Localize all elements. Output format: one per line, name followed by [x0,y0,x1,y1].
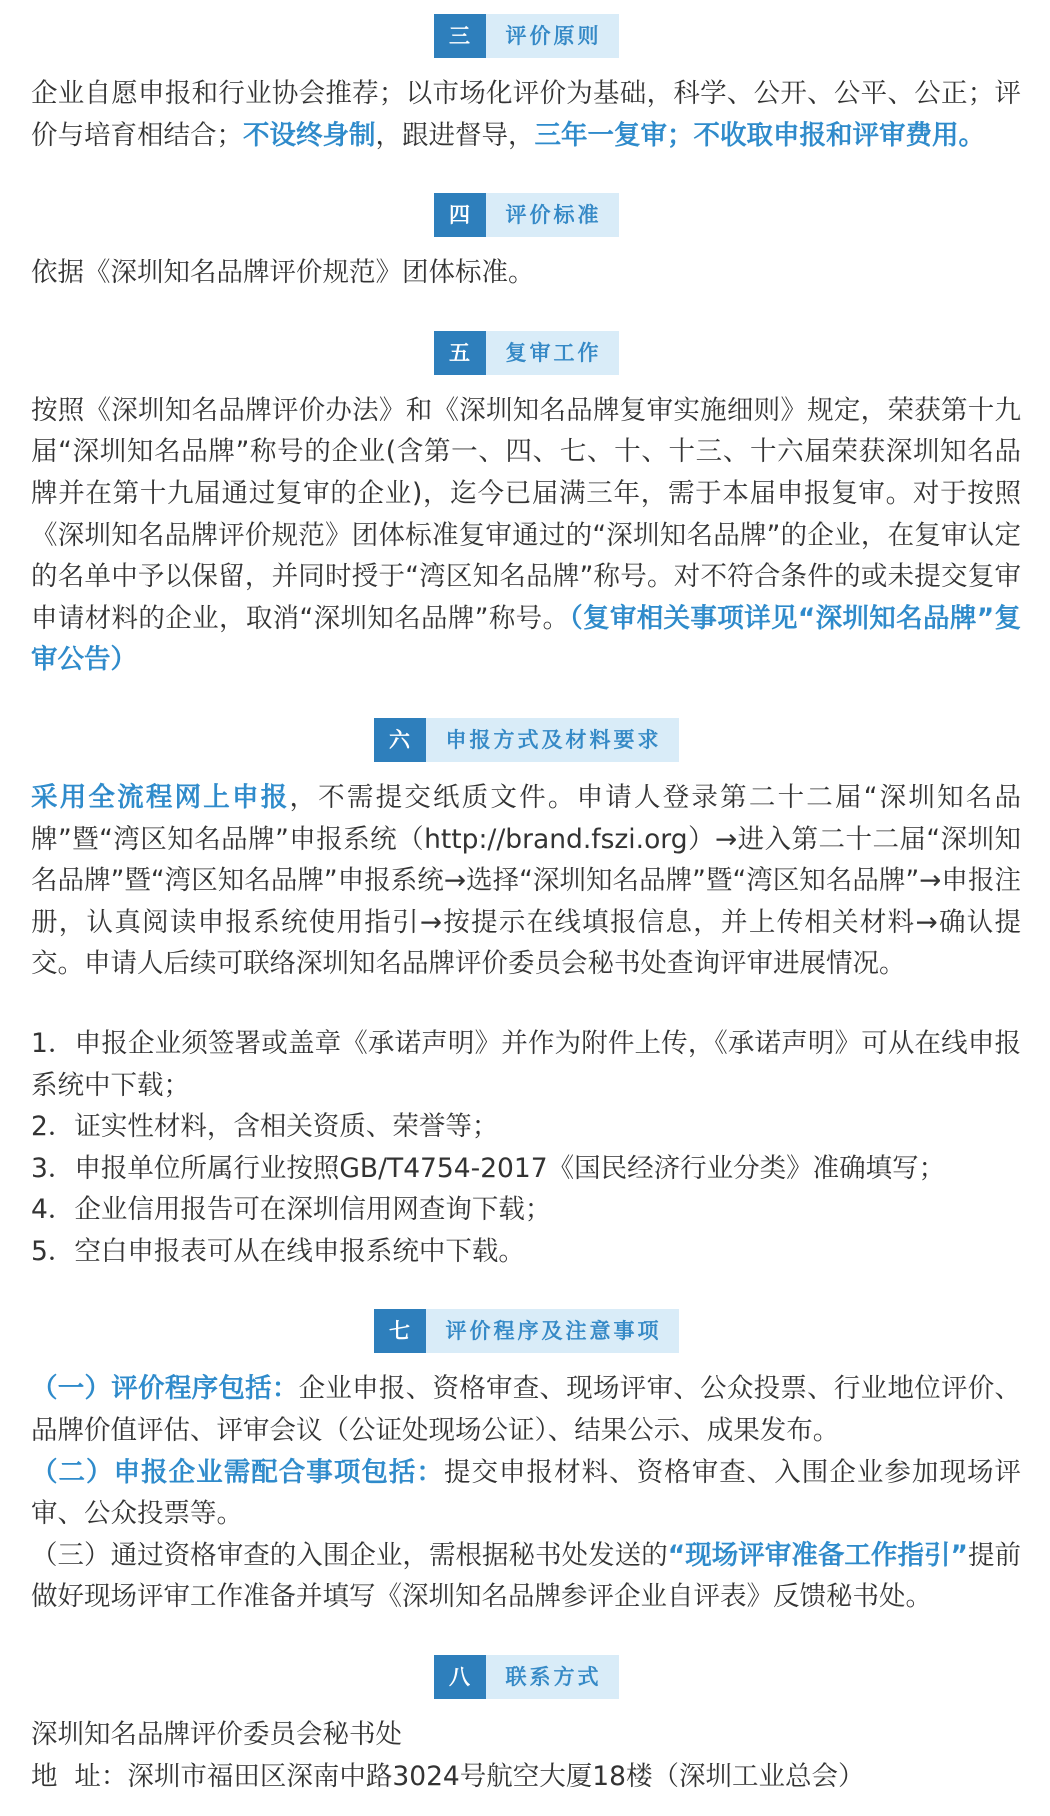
procedure-item-text: 提交申报材料、资格审查、入围企业参加现场评审、公众投票等。 [31,1456,1022,1530]
section-title: 复审工作 [486,331,619,375]
principles-paragraph [31,73,1021,156]
list-item: 3．申报单位所属行业按照GB/T4754-2017《国民经济行业分类》准确填写； [31,1152,946,1184]
principles-block [31,73,1021,156]
section-title: 申报方式及材料要求 [426,718,679,762]
review-note: （复审相关事项详见“深圳知名品牌”复审公告） [31,602,1021,676]
procedure-item-1 [31,1368,1021,1451]
section-title: 评价程序及注意事项 [426,1309,679,1353]
list-item: 1．申报企业须签署或盖章《承诺声明》并作为附件上传，《承诺声明》可从在线申报系统中下载； [31,1027,1021,1101]
list-item: 4．企业信用报告可在深圳信用网查询下载； [31,1194,552,1226]
section-title: 评价标准 [486,193,619,237]
principles-highlight: 不设终身制 [243,119,376,151]
procedure-item-2 [31,1452,1021,1535]
section-header-application [374,718,679,762]
standard-block [31,252,1021,294]
procedure-item-label: （二）申报企业需配合事项包括： [31,1456,444,1488]
principles-text: 企业自愿申报和行业协会推荐；以市场化评价为基础，科学、公开、公平、公正；评价与培育相结合； [31,78,1021,151]
section-title: 联系方式 [486,1655,619,1699]
contact-org: 深圳知名品牌评价委员会秘书处 [31,1719,402,1751]
application-lead: 采用全流程网上申报 [31,781,290,813]
section-header-principles [434,14,619,58]
section-header-standard [434,193,619,237]
section-number-badge: 八 [434,1655,486,1699]
principles-text: ，跟进督导， [375,119,535,151]
section-number-badge: 六 [374,718,426,762]
contact-address: 地 址：深圳市福田区深南中路3024号航空大厦18楼（深圳工业总会） [31,1760,865,1792]
contact-block [31,1714,1021,1797]
application-block [31,777,1021,1273]
list-item: 2．证实性材料，含相关资质、荣誉等； [31,1111,499,1143]
procedure-item-3 [31,1535,1021,1618]
standard-paragraph: 依据《深圳知名品牌评价规范》团体标准。 [31,257,535,289]
section-number-badge: 五 [434,331,486,375]
section-number-badge: 三 [434,14,486,58]
procedure-block [31,1368,1021,1618]
review-text: 按照《深圳知名品牌评价办法》和《深圳知名品牌复审实施细则》规定，荣获第十九届“深圳知名品牌”称号的企业(含第一、四、七、十、十三、十六届荣获深圳知名品牌并在第十九届通过复审的企业)，迄今已届满三年，需于本届申报复审。对于按照《深圳知名品牌评价规范》团体标准复审通过的“深圳知名品牌”的企业，在复审认定的名单中予以保留，并同时授于“湾区知名品牌”称号。对不符合条件的或未提交复审申请材料的企业，取消“深圳知名品牌”称号。 [31,394,1021,634]
principles-highlight: 三年一复审；不收取申报和评审费用。 [534,119,985,151]
application-paragraph [31,777,1021,985]
section-header-review [434,331,619,375]
review-block [31,390,1021,681]
procedure-item-text: 提前做好现场评审工作准备并填写《深圳知名品牌参评企业自评表》反馈秘书处。 [31,1539,1021,1613]
procedure-item-text: （三）通过资格审查的入围企业，需根据秘书处发送的 [31,1539,668,1571]
application-text: ，不需提交纸质文件。申请人登录第二十二届“深圳知名品牌”暨“湾区知名品牌”申报系统（http://brand.fszi.org）→进入第二十二届“深圳知名品牌”暨“湾区知名品牌”申报系统→选择“深圳知名品牌”暨“湾区知名品牌”→申报注册，认真阅读申报系统使用指引→按提示在线填报信息，并上传相关材料→确认提交。申请人后续可联络深圳知名品牌评价委员会秘书处查询评审进展情况。 [31,781,1022,980]
section-title: 评价原则 [486,14,619,58]
procedure-item-text: 企业申报、资格审查、现场评审、公众投票、行业地位评价、品牌价值评估、评审会议（公证处现场公证）、结果公示、成果发布。 [31,1373,1022,1447]
materials-list [31,1023,1021,1273]
procedure-item-highlight: “现场评审准备工作指引” [667,1539,968,1571]
list-item: 5．空白申报表可从在线申报系统中下载。 [31,1235,525,1267]
procedure-item-label: （一）评价程序包括： [31,1373,299,1405]
section-number-badge: 七 [374,1309,426,1353]
section-number-badge: 四 [434,193,486,237]
review-paragraph [31,390,1021,681]
section-header-contact [434,1655,619,1699]
section-header-procedure [374,1309,679,1353]
